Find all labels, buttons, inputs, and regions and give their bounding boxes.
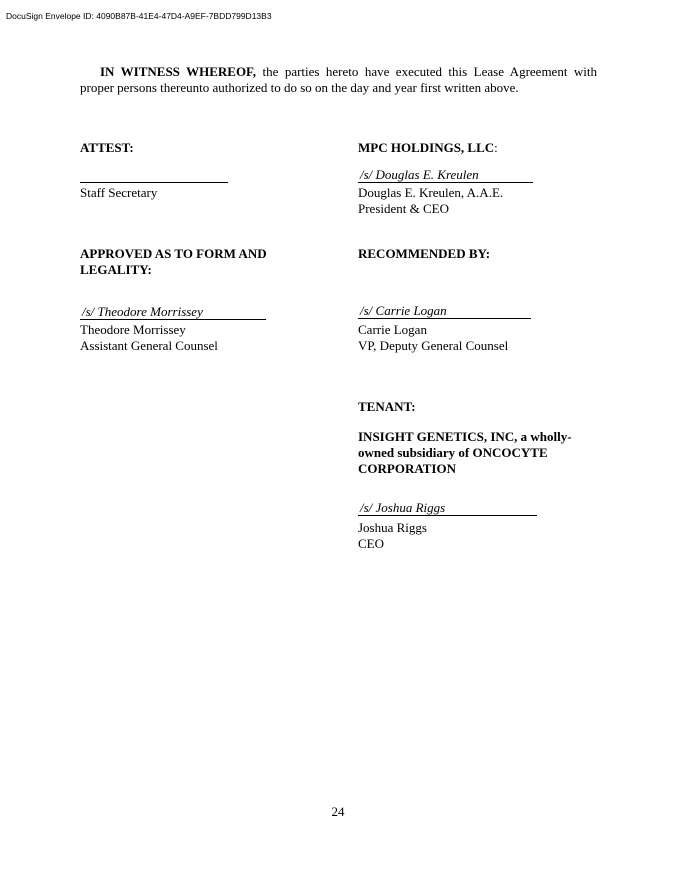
witness-lead: IN WITNESS WHEREOF, (100, 64, 257, 79)
witness-text: the parties hereto have executed this Lease Agreement with proper persons thereunto authorized to do so on the day and year first written above. (80, 64, 597, 95)
approved-signer-title: Assistant General Counsel (80, 338, 218, 353)
mpc-signer-title: President & CEO (358, 201, 449, 216)
recommended-signer-title: VP, Deputy General Counsel (358, 338, 509, 353)
mpc-heading (358, 140, 498, 156)
mpc-signer-name: Douglas E. Kreulen, A.A.E. (358, 185, 504, 200)
tenant-entity-line1: INSIGHT GENETICS, INC, a wholly- (358, 429, 572, 444)
tenant-heading: TENANT: (358, 399, 416, 414)
mpc-signature: /s/ Douglas E. Kreulen (358, 168, 533, 183)
tenant-entity (358, 429, 572, 477)
tenant-signer-name: Joshua Riggs (358, 520, 427, 535)
approved-heading-line2: LEGALITY: (80, 262, 152, 277)
witness-paragraph (80, 64, 597, 96)
mpc-heading-colon: : (494, 140, 498, 155)
tenant-entity-line3: CORPORATION (358, 461, 456, 476)
docusign-envelope-id: DocuSign Envelope ID: 4090B87B-41E4-47D4-A9EF-7BDD799D13B3 (6, 11, 272, 21)
approved-signature: /s/ Theodore Morrissey (80, 305, 266, 320)
approved-heading (80, 246, 267, 278)
recommended-signature: /s/ Carrie Logan (358, 304, 531, 319)
tenant-signature: /s/ Joshua Riggs (358, 501, 537, 516)
page-number: 24 (331, 804, 345, 819)
recommended-heading: RECOMMENDED BY: (358, 246, 491, 261)
tenant-entity-line2: owned subsidiary of ONCOCYTE (358, 445, 548, 460)
attest-signature-line (80, 182, 228, 183)
attest-title: Staff Secretary (80, 185, 158, 200)
attest-heading: ATTEST: (80, 140, 134, 155)
recommended-signer-name: Carrie Logan (358, 322, 427, 337)
approved-signer-name: Theodore Morrissey (80, 322, 186, 337)
tenant-signer-title: CEO (358, 536, 384, 551)
approved-heading-line1: APPROVED AS TO FORM AND (80, 246, 267, 261)
mpc-heading-text: MPC HOLDINGS, LLC (358, 140, 495, 155)
